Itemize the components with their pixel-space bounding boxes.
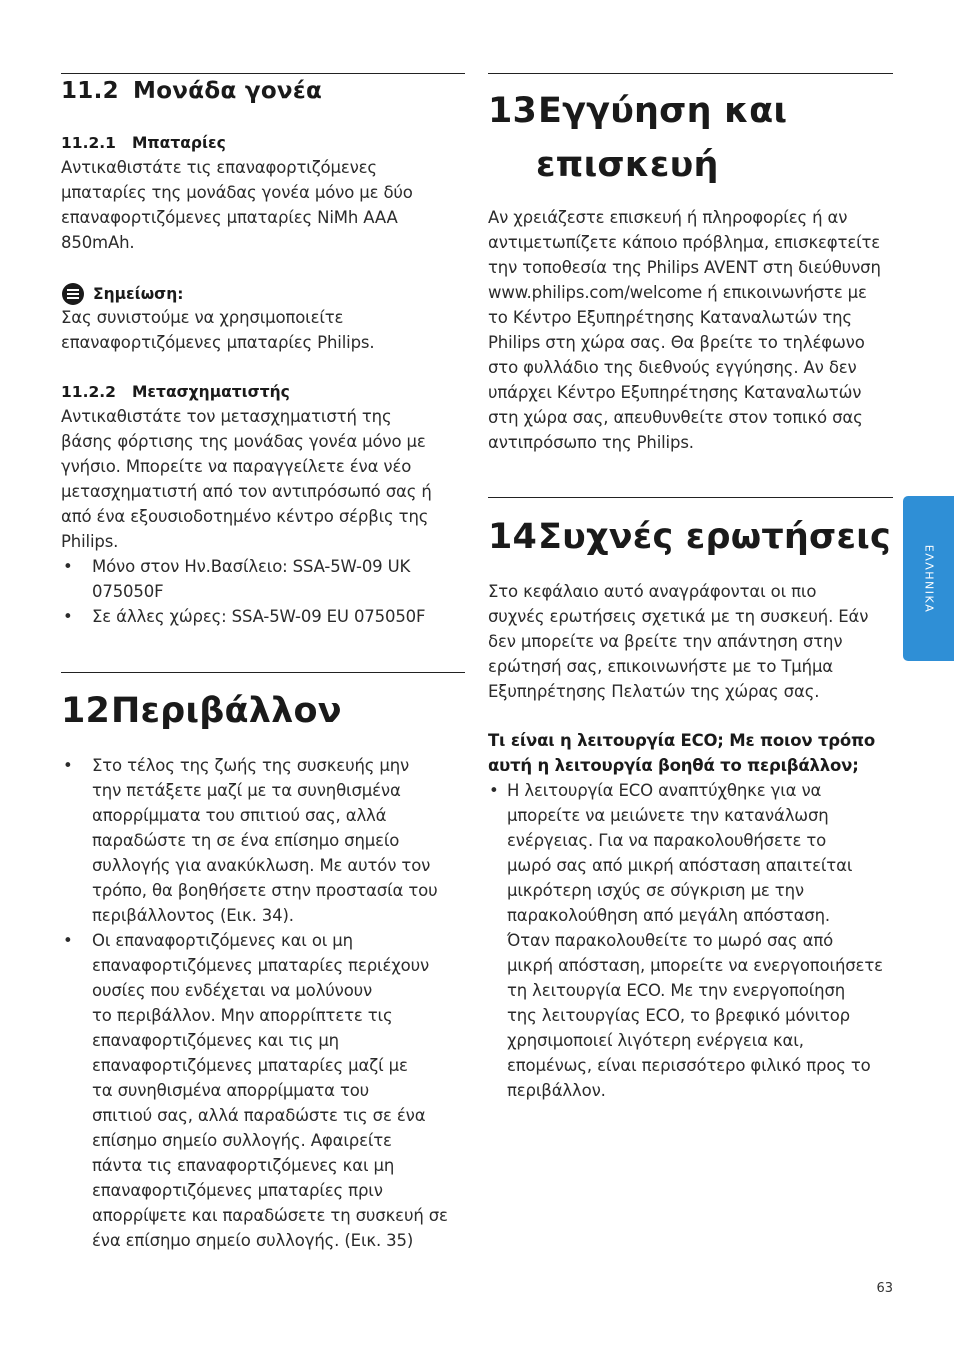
text-line: υπάρχει Κέντρο Εξυπηρέτησης Καταναλωτών <box>488 383 862 402</box>
text-line: γνήσιο. Μπορείτε να παραγγείλετε ένα νέο <box>61 457 412 476</box>
text-line: της λειτουργίας ECO, το βρεφικό μόνιτορ <box>507 1006 850 1025</box>
text-line: επαναφορτιζόμενες μπαταρίες περιέχουν <box>92 956 430 975</box>
heading-title-line-2: επισκευή <box>536 145 719 185</box>
heading-title: Συχνές ερωτήσεις <box>538 517 891 557</box>
note-icon <box>62 283 84 305</box>
language-tab <box>903 496 954 661</box>
text-line: επαναφορτιζόμενες μπαταρίες Philips. <box>61 333 375 352</box>
heading-title: Μονάδα γονέα <box>133 78 323 104</box>
text-line: Η λειτουργία ECO αναπτύχθηκε για να <box>507 781 822 800</box>
heading-number: 11.2 <box>61 78 119 104</box>
text-line: τη λειτουργία ECO. Με την ενεργοποίηση <box>507 981 846 1000</box>
text-line: απορρίμματα του σπιτιού σας, αλλά <box>92 806 387 825</box>
warranty-paragraph <box>488 205 893 455</box>
faq-question <box>488 728 893 778</box>
text-line: το Κέντρο Εξυπηρέτησης Καταναλωτών της <box>488 308 852 327</box>
note-paragraph <box>61 305 465 355</box>
text-line: περιβάλλον. <box>507 1081 606 1100</box>
heading-number: 14 <box>488 517 538 557</box>
heading-11-2-1 <box>61 133 465 153</box>
text-line: Σε άλλες χώρες: SSA-5W-09 EU 075050F <box>92 607 426 626</box>
text-line: επαναφορτιζόμενες μπαταρίες πριν <box>92 1181 383 1200</box>
bullet-marker: • <box>63 607 73 626</box>
text-line: μικρή απόσταση, μπορείτε να ενεργοποιήσετε <box>507 956 883 975</box>
text-line: αυτή η λειτουργία βοηθά το περιβάλλον; <box>488 756 859 775</box>
faq-answer <box>488 778 893 1103</box>
language-tab-label: ΕΛΛΗΝΙΚΑ <box>922 544 935 613</box>
page-number: 63 <box>876 1281 893 1296</box>
adapter-paragraph <box>61 404 465 629</box>
text-line: αντιπρόσωπο της Philips. <box>488 433 694 452</box>
text-line: παρακολούθηση από μεγάλη απόσταση. <box>507 906 831 925</box>
text-line: Αν χρειάζεστε επισκευή ή πληροφορίες ή αν <box>488 208 848 227</box>
text-line: από ένα εξουσιοδοτημένο κέντρο σέρβις της <box>61 507 429 526</box>
text-line: παραδώστε τη σε ένα επίσημο σημείο <box>92 831 400 850</box>
heading-13 <box>488 84 893 192</box>
environment-bullet-list <box>61 753 465 1253</box>
text-line: πάντα τις επαναφορτιζόμενες και μη <box>92 1156 395 1175</box>
text-line: Αντικαθιστάτε τις επαναφορτιζόμενες <box>61 158 377 177</box>
list-item <box>61 554 465 604</box>
text-line: επίσημο σημείο συλλογής. Αφαιρείτε <box>92 1131 392 1150</box>
text-line: μικρότερη ισχύς σε σύγκριση με την <box>507 881 804 900</box>
text-line: επαναφορτιζόμενες μπαταρίες NiMh AAA <box>61 208 398 227</box>
bullet-marker: • <box>63 756 73 775</box>
faq-intro-paragraph <box>488 579 893 704</box>
heading-title: Μετασχηματιστής <box>132 383 290 401</box>
heading-14 <box>488 510 893 564</box>
text-line: 075050F <box>92 582 164 601</box>
text-line: Οι επαναφορτιζόμενες και οι μη <box>92 931 353 950</box>
text-line: Όταν παρακολουθείτε το μωρό σας από <box>507 931 834 950</box>
text-line: σπιτιού σας, αλλά παραδώστε τις σε ένα <box>92 1106 426 1125</box>
bullet-marker: • <box>63 557 73 576</box>
text-line: απορρίψετε και παραδώσετε τη συσκευή σε <box>92 1206 448 1225</box>
environment-bullets <box>61 753 465 1253</box>
text-line: δεν μπορείτε να βρείτε την απάντηση στην <box>488 632 843 651</box>
text-line: την πετάξετε μαζί με τα συνηθισμένα <box>92 781 401 800</box>
heading-title-line-1: Εγγύηση και <box>538 91 788 131</box>
text-line: συλλογής για ανακύκλωση. Με αυτόν τον <box>92 856 431 875</box>
adapter-bullet-list <box>61 554 465 629</box>
text-line: Εξυπηρέτησης Πελατών της χώρας σας. <box>488 682 820 701</box>
bullet-marker: • <box>489 781 499 800</box>
heading-11-2-2 <box>61 382 465 402</box>
heading-number: 11.2.2 <box>61 383 116 401</box>
heading-title: Μπαταρίες <box>132 134 226 152</box>
text-line: την τοποθεσία της Philips AVENT στη διεύθυνση <box>488 258 881 277</box>
text-line: ένα επίσημο σημείο συλλογής. (Εικ. 35) <box>92 1231 414 1250</box>
list-item <box>61 604 465 629</box>
text-line: επαναφορτιζόμενες μπαταρίες μαζί με <box>92 1056 408 1075</box>
text-line: Στο κεφάλαιο αυτό αναγράφονται οι πιο <box>488 582 817 601</box>
list-item <box>61 753 465 928</box>
heading-12 <box>61 684 465 738</box>
heading-number: 13 <box>488 91 538 131</box>
text-line: βάσης φόρτισης της μονάδας γονέα μόνο με <box>61 432 426 451</box>
text-line: τρόπο, θα βοηθήσετε στην προστασία του <box>92 881 438 900</box>
text-line: Στο τέλος της ζωής της συσκευής μην <box>92 756 410 775</box>
heading-number: 11.2.1 <box>61 134 116 152</box>
text-line: μετασχηματιστή από τον αντιπρόσωπό σας ή <box>61 482 432 501</box>
text-line: Σας συνιστούμε να χρησιμοποιείτε <box>61 308 344 327</box>
text-line: στη χώρα σας, απευθυνθείτε στον τοπικό σας <box>488 408 863 427</box>
section-divider <box>61 73 465 74</box>
text-line: επαναφορτιζόμενες και τις μη <box>92 1031 339 1050</box>
text-line: www.philips.com/welcome ή επικοινωνήστε με <box>488 283 867 302</box>
list-item <box>61 928 465 1253</box>
text-line: ερώτησή σας, επικοινωνήστε με το Τμήμα <box>488 657 834 676</box>
batteries-paragraph <box>61 155 465 255</box>
section-divider <box>488 73 893 74</box>
section-divider <box>61 672 465 673</box>
note-heading <box>61 283 465 305</box>
text-line: αντιμετωπίζετε κάποιο πρόβλημα, επισκεφτείτε <box>488 233 881 252</box>
text-line: τα συνηθισμένα απορρίμματα του <box>92 1081 370 1100</box>
text-line: 850mAh. <box>61 233 135 252</box>
text-line: χρησιμοποιεί λιγότερη ενέργεια και, <box>507 1031 804 1050</box>
text-line: Αντικαθιστάτε τον μετασχηματιστή της <box>61 407 392 426</box>
text-line: στο φυλλάδιο της διεθνούς εγγύησης. Αν δεν <box>488 358 857 377</box>
text-line: Philips στη χώρα σας. Θα βρείτε το τηλέφωνο <box>488 333 865 352</box>
faq-answer-list <box>488 778 893 1103</box>
text-line: Τι είναι η λειτουργία ECO; Με ποιον τρόπο <box>488 731 876 750</box>
text-line: Philips. <box>61 532 119 551</box>
heading-title: Περιβάλλον <box>111 691 342 731</box>
text-line: μπαταρίες της μονάδας γονέα μόνο με δύο <box>61 183 413 202</box>
section-divider <box>488 497 893 498</box>
text-line: Μόνο στον Ην.Βασίλειο: SSA-5W-09 UK <box>92 557 411 576</box>
heading-number: 12 <box>61 691 111 731</box>
text-line: συχνές ερωτήσεις σχετικά με τη συσκευή. Εάν <box>488 607 869 626</box>
heading-11-2 <box>61 76 465 106</box>
text-line: μωρό σας από μικρή απόσταση απαιτείται <box>507 856 853 875</box>
text-line: ουσίες που ενδέχεται να μολύνουν <box>92 981 373 1000</box>
text-line: μπορείτε να μειώνετε την κατανάλωση <box>507 806 829 825</box>
note-label: Σημείωση: <box>93 285 184 303</box>
text-line: ενέργειας. Για να παρακολουθήσετε το <box>507 831 827 850</box>
text-line: περιβάλλοντος (Εικ. 34). <box>92 906 294 925</box>
text-line: επομένως, είναι περισσότερο φιλικό προς το <box>507 1056 871 1075</box>
list-item <box>488 778 893 1103</box>
text-line: το περιβάλλον. Μην απορρίπτετε τις <box>92 1006 393 1025</box>
bullet-marker: • <box>63 931 73 950</box>
